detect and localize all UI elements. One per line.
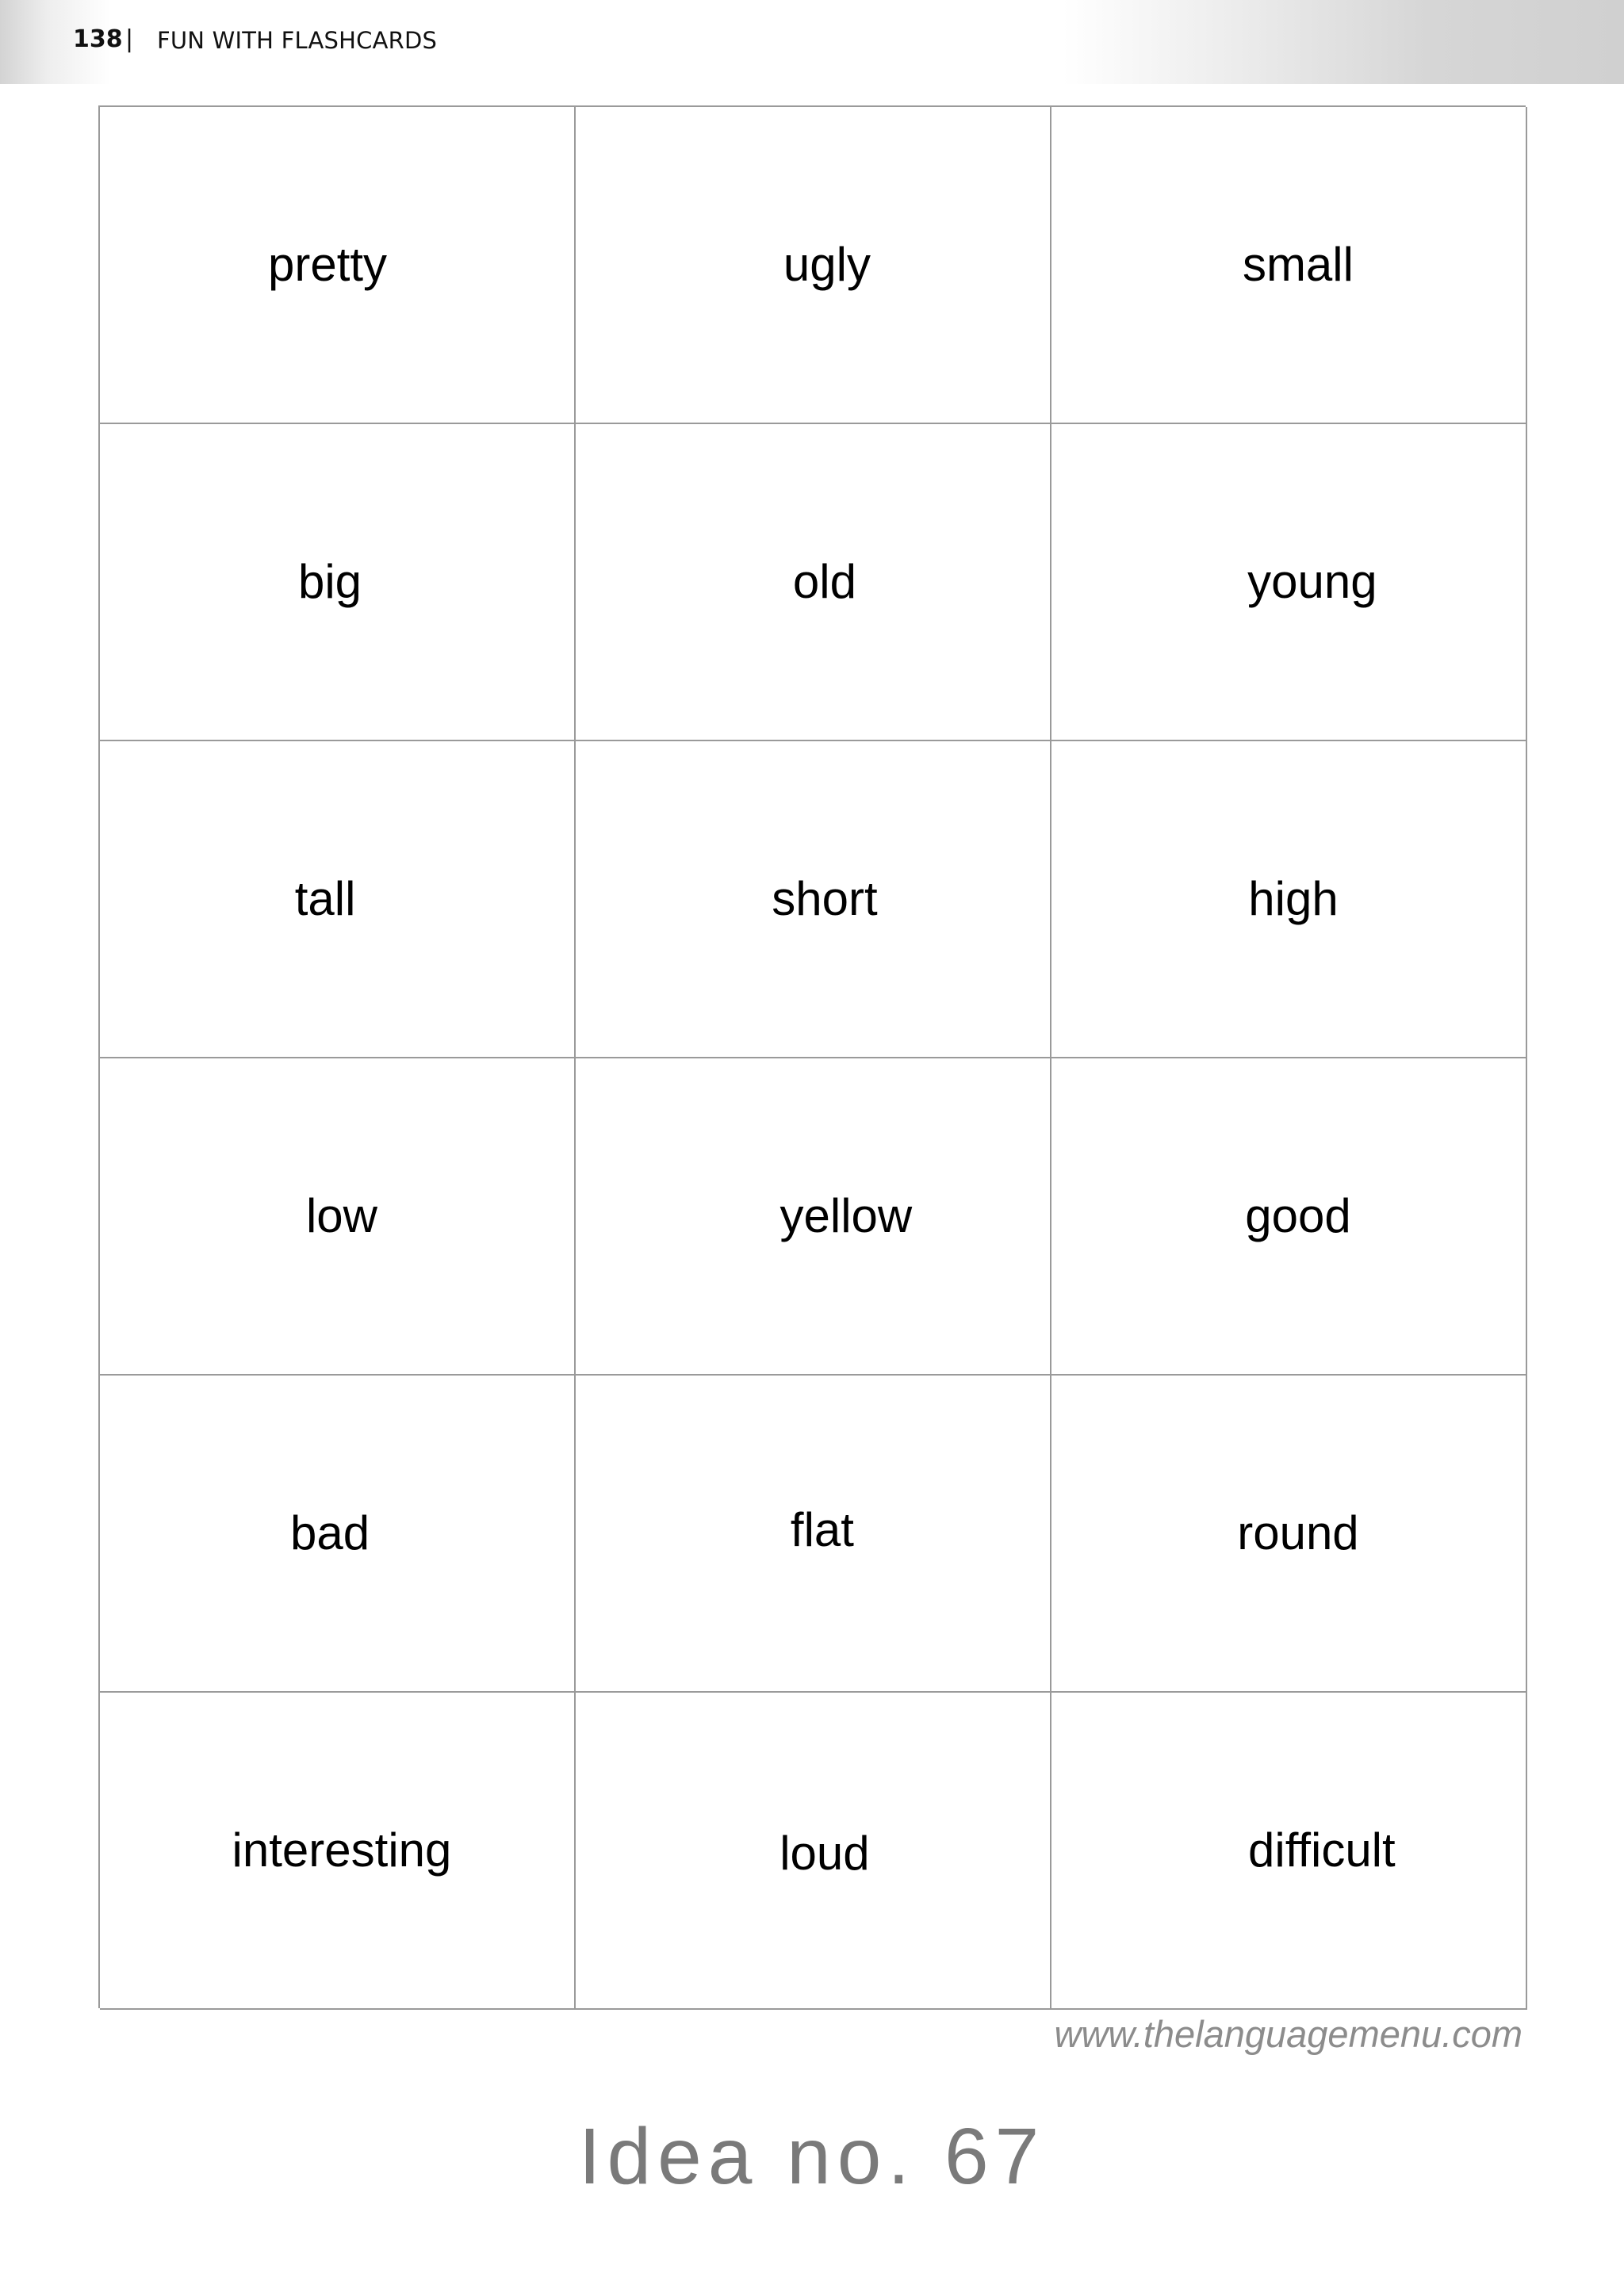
header-separator: |: [125, 25, 134, 53]
flashcard-word: good: [1245, 1189, 1351, 1242]
flashcard-word: interesting: [232, 1823, 452, 1877]
flashcard-word: bad: [289, 1506, 370, 1559]
flashcard-word: old: [792, 555, 856, 608]
flashcard-word: short: [772, 872, 878, 925]
flashcard-word: high: [1248, 872, 1339, 925]
flashcard-word: ugly: [783, 238, 871, 291]
flashcard-word: big: [297, 555, 362, 608]
page-header: [0, 0, 1624, 84]
website-url: www.thelanguagemenu.com: [1054, 2013, 1522, 2055]
flashcard: [1051, 1376, 1527, 1693]
page-number: 138: [73, 25, 123, 53]
flashcard-word: round: [1237, 1506, 1359, 1559]
header-title: FUN WITH FLASHCARDS: [157, 27, 438, 54]
flashcard-word: flat: [790, 1503, 854, 1557]
flashcard: [576, 424, 1051, 741]
flashcard: [1051, 1693, 1527, 2010]
flashcard: [100, 424, 576, 741]
flashcard: [100, 1693, 576, 2010]
flashcard-word: young: [1247, 555, 1377, 608]
flashcard: [576, 741, 1051, 1058]
flashcard-word: tall: [294, 872, 356, 925]
flashcard: [100, 107, 576, 424]
flashcard: [100, 1058, 576, 1376]
flashcard-word: loud: [779, 1826, 870, 1880]
flashcard: [1051, 107, 1527, 424]
flashcard-word: difficult: [1248, 1823, 1396, 1877]
flashcard: [100, 741, 576, 1058]
flashcard: [100, 1376, 576, 1693]
flashcard: [576, 1693, 1051, 2010]
flashcard: [576, 107, 1051, 424]
flashcard: [576, 1376, 1051, 1693]
flashcard: [1051, 1058, 1527, 1376]
flashcard-grid: [98, 105, 1526, 2008]
idea-number: Idea no. 67: [578, 2112, 1046, 2201]
flashcard: [576, 1058, 1051, 1376]
flashcard-word: low: [305, 1189, 377, 1242]
flashcard-word: small: [1242, 238, 1354, 291]
flashcard-word: pretty: [268, 238, 388, 291]
flashcard: [1051, 424, 1527, 741]
flashcard-word: yellow: [779, 1189, 913, 1242]
flashcard: [1051, 741, 1527, 1058]
